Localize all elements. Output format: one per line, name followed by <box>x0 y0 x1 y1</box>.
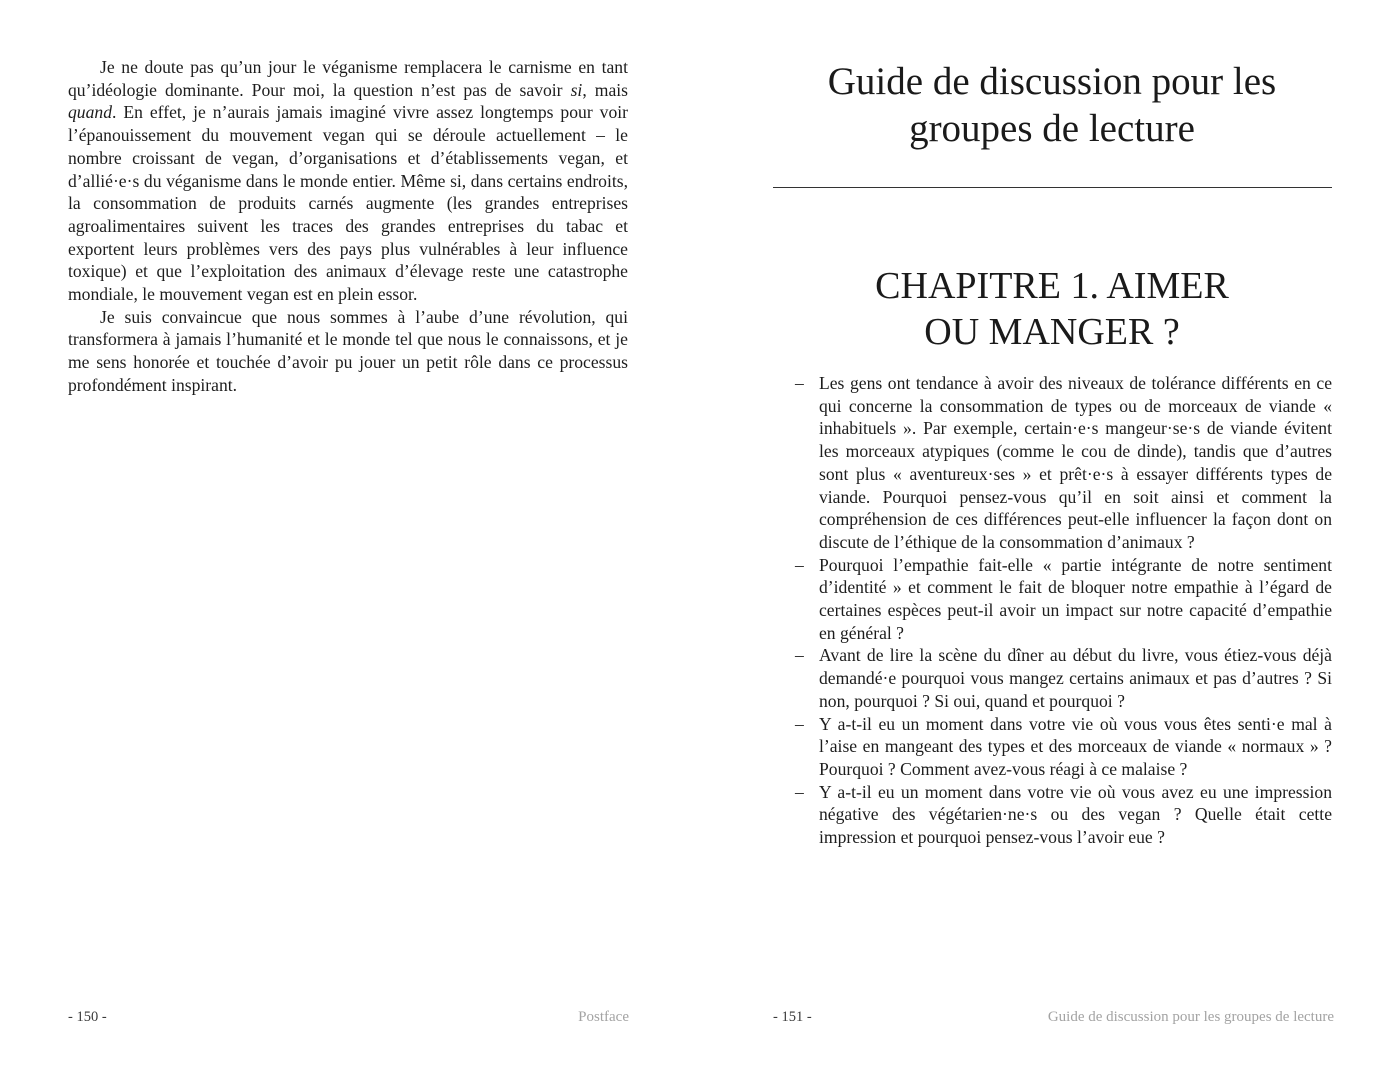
list-item <box>795 554 1332 645</box>
running-head-left: Postface <box>578 1009 629 1025</box>
chapter-heading <box>772 263 1332 355</box>
dash-bullet-icon: – <box>795 781 804 802</box>
dash-bullet-icon: – <box>795 554 804 575</box>
dash-bullet-icon: – <box>795 713 804 734</box>
chapter-heading-line-1: CHAPITRE 1. AIMER <box>875 265 1229 307</box>
question-text: Pourquoi l’empathie fait-elle « partie intégrante de notre sentiment d’identité » et comment le fait de bloquer notre empathie à l’égard de certaines espèces peut-il avoir un impact sur notre capacité d’empathie en général ? <box>819 554 1332 643</box>
right-page <box>700 0 1400 1075</box>
question-text: Les gens ont tendance à avoir des niveaux de tolérance différents en ce qui concerne la consommation de types ou de morceaux de viande « inhabituels ». Par exemple, certain·e·s mangeur·se·s de viande évitent les morceaux atypiques (comme le cou de dinde), tandis que d’autres sont plus « aventureux·ses » et prêt·e·s à essayer différents types de viande. Pourquoi pensez-vous qu’il en soit ainsi et comment la compréhension de ces différences peut-elle influencer la façon dont on discute de l’éthique de la consommation d’animaux ? <box>819 373 1332 552</box>
paragraph-1 <box>68 56 628 306</box>
paragraph-1-text-c: . En effet, je n’aurais jamais imaginé vivre assez longtemps pour voir l’épanouissement du mouvement vegan qui se déroule actuellement – le nombre croissant de vegan, d’organisations et d’établissements vegan, et d’allié·e·s du véganisme dans le monde entier. Même si, dans certains endroits, la consommation de produits carnés augmente (les grandes entreprises agroalimentaires suivent les traces des grandes entreprises du tabac et exportent leurs problèmes vers des pays plus vulnérables à leur influence toxique) et que l’exploitation des animaux d’élevage reste une catastrophe mondiale, le mouvement vegan est en plein essor. <box>68 102 628 305</box>
paragraph-1-text-a: Je ne doute pas qu’un jour le véganisme remplacera le carnisme en tant qu’idéologie dominante. Pour moi, la question n’est pas de savoir <box>68 57 628 100</box>
list-item <box>795 372 1332 554</box>
paragraph-1-emphasis-quand: quand <box>68 102 112 123</box>
discussion-question-list <box>795 372 1332 849</box>
page-number-left: - 150 - <box>68 1009 107 1025</box>
running-head-right: Guide de discussion pour les groupes de lecture <box>1047 1009 1334 1025</box>
list-item <box>795 644 1332 712</box>
title-divider <box>773 187 1332 188</box>
question-text: Avant de lire la scène du dîner au début du livre, vous étiez-vous déjà demandé·e pourquoi vous mangez certains animaux et pas d’autres ? Si non, pourquoi ? Si oui, quand et pourquoi ? <box>819 645 1332 711</box>
postface-body <box>68 56 628 397</box>
paragraph-1-text-b: , mais <box>582 79 628 100</box>
list-item <box>795 781 1332 849</box>
list-item <box>795 713 1332 781</box>
page-title: Guide de discussion pour les groupes de lecture <box>827 60 1277 150</box>
question-text: Y a-t-il eu un moment dans votre vie où vous avez eu une impression négative des végétarien·ne·s ou des vegan ? Quelle était cette impression et pourquoi pensez-vous l’avoir eue ? <box>819 781 1332 848</box>
dash-bullet-icon: – <box>795 645 804 666</box>
dash-bullet-icon: – <box>795 373 804 393</box>
paragraph-1-emphasis-si: si <box>570 79 583 100</box>
paragraph-2: Je suis convaincue que nous sommes à l’aube d’une révolution, qui transformera à jamais l’humanité et le monde tel que nous le connaissons, et je me sens honorée et touchée d’avoir pu jouer un petit rôle dans ce processus profondément inspirant. <box>68 306 628 395</box>
chapter-heading-line-2: OU MANGER ? <box>924 311 1180 353</box>
page-number-right: - 151 - <box>773 1009 812 1025</box>
question-text: Y a-t-il eu un moment dans votre vie où vous vous êtes senti·e mal à l’aise en mangeant des types et des morceaux de viande « normaux » ? Pourquoi ? Comment avez-vous réagi à ce malaise ? <box>819 713 1332 779</box>
